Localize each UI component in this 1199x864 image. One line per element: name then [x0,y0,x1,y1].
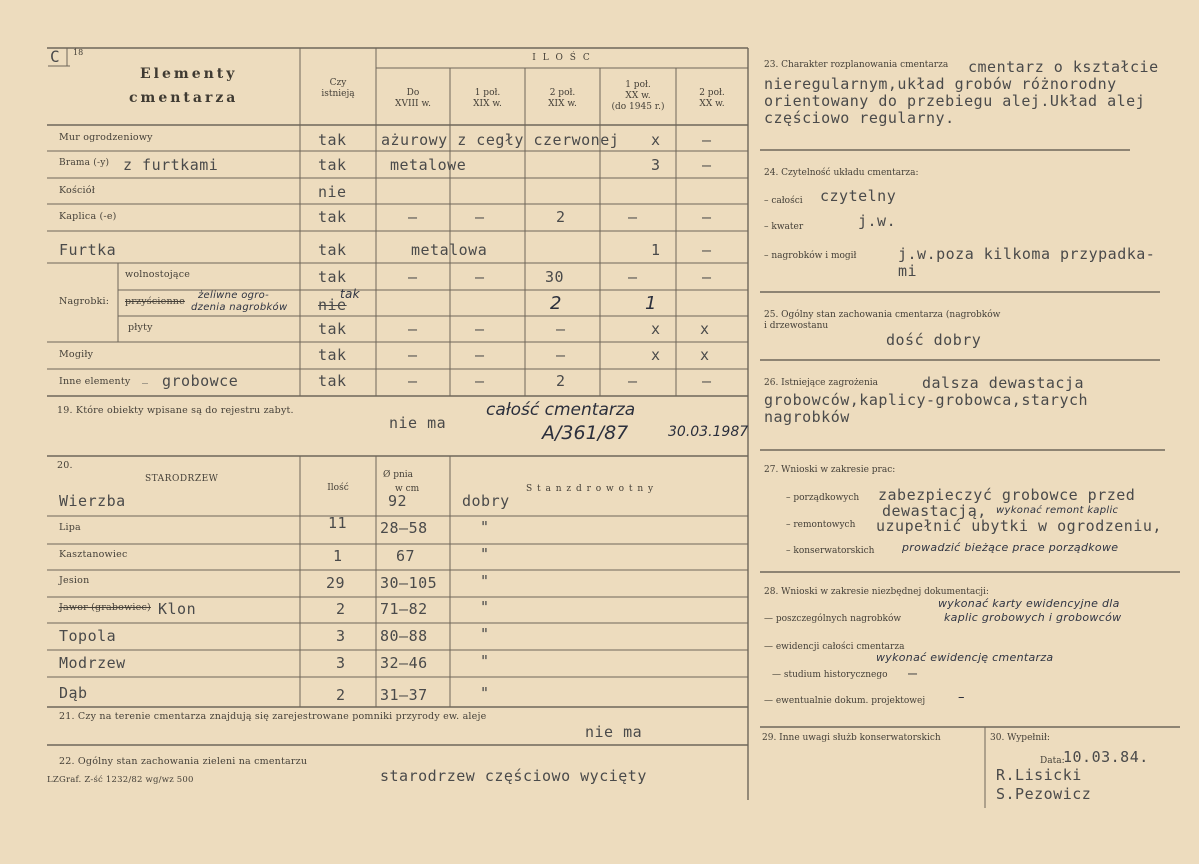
section22-label: 22. Ogólny stan zachowania zieleni na cmentarzu [59,756,308,767]
row-label-plyty: płyty [128,322,153,333]
elements-title-line2: cmentarza [129,90,239,106]
kaplica-period-2: – [475,208,485,226]
section24-calosci-label: – całości [764,196,803,206]
tree-diameter-2: 67 [396,547,416,565]
mur-description: ażurowy z cegły czerwonej [381,131,620,149]
tree-qty-5: 3 [336,627,346,645]
przyscienne-period-3: 2 [550,293,562,314]
brama-period-5: – [702,156,712,174]
period-1-line1: Do [406,88,420,98]
inne-exists: tak [318,372,347,390]
tree-qty-4: 2 [336,600,346,618]
section28-ewentualnie-value: – [958,690,965,705]
period-4-line3: (do 1945 r.) [611,102,665,112]
section26-line2: grobowców,kaplicy-grobowca,starych [764,391,1089,409]
section30-person-2: S.Pezowicz [996,785,1092,803]
section30-person-1: R.Lisicki [996,766,1082,784]
furtka-exists: tak [318,241,347,259]
furtka-period-5: – [702,241,712,259]
section-letter: C [50,47,61,66]
row-label-inne: Inne elementy [59,376,131,387]
mur-exists: tak [318,131,347,149]
kaplica-period-5: – [702,208,712,226]
section27-porzadkowych-value-1: zabezpieczyć grobowce przed [878,486,1136,504]
kosciol-exists: nie [318,183,347,201]
period-2-line2: XIX w. [473,99,502,109]
przyscienne-period-4: 1 [645,293,657,314]
kaplica-exists: tak [318,208,347,226]
section30-label: 30. Wypełnił: [990,733,1050,743]
row-label-mur: Mur ogrodzeniowy [59,132,153,143]
period-4-line2: XX w. [625,91,651,101]
mur-period-4: x [651,131,661,149]
tree-health-2: " [480,545,490,563]
section23-label: 23. Charakter rozplanowania cmentarza [764,60,949,70]
section26-label: 26. Istniejące zagrożenia [764,378,879,388]
wolnostojace-period-1: – [408,268,418,286]
tree-diameter-7: 31–37 [380,686,428,704]
furtka-description: metalowa [411,241,488,259]
section23-line1: cmentarz o kształcie [968,58,1159,76]
section24-kwater-label: – kwater [764,222,804,232]
period-2-line1: 1 poł. [474,88,501,98]
przyscienne-exists-handwritten: tak [340,287,360,301]
section21-value: nie ma [585,723,643,741]
exists-header-1: Czy [329,78,347,88]
tree-name-3: Jesion [59,575,90,586]
tree-diameter-1: 28–58 [380,519,428,537]
section27-remontowych-label: – remontowych [786,520,856,530]
mogily-period-1: – [408,346,418,364]
wolnostojace-period-5: – [702,268,712,286]
tree-health-7: " [480,684,490,702]
page-number: 18 [73,48,84,57]
plyty-period-5: x [700,320,710,338]
section22-value: starodrzew częściowo wycięty [380,767,647,785]
row-label-kosciol: Kościół [59,185,95,196]
section21-label: 21. Czy na terenie cmentarza znajdują się zarejestrowane pomniki przyrody ew. aleje [59,711,487,722]
przyscienne-handwritten-1: żeliwne ogro- [198,290,270,301]
section20-health-header: S t a n z d r o w o t n y [526,484,655,494]
wolnostojace-exists: tak [318,268,347,286]
period-5-line1: 2 poł. [699,88,725,98]
section28-poszczegolnych-label: — poszczególnych nagrobków [764,614,902,624]
mogily-period-4: x [651,346,661,364]
inne-period-3: 2 [556,372,566,390]
plyty-period-3: – [556,320,566,338]
section24-nagrobkow-value-1: j.w.poza kilkoma przypadka- [898,245,1156,263]
inne-value: grobowce [162,372,239,390]
section27-porzadkowych-value-2: dewastacją, [882,502,987,520]
section27-porzadkowych-handwritten: wykonać remont kaplic [996,505,1119,516]
mogily-period-3: – [556,346,566,364]
wolnostojace-period-4: – [628,268,638,286]
tree-struck-4: Jawor (grabowiec) [59,602,151,613]
section29-label: 29. Inne uwagi służb konserwatorskich [762,733,941,743]
tree-name-4: Klon [158,600,197,618]
section26-line3: nagrobków [764,408,850,426]
section19-label: 19. Które obiekty wpisane są do rejestru zabyt. [57,405,294,416]
section24-label: 24. Czytelność układu cmentarza: [764,168,919,178]
section23-line2: nieregularnym,układ grobów różnorodny [764,75,1117,93]
tree-diameter-4: 71–82 [380,600,428,618]
elements-title-line1: Elementy [140,66,238,82]
tree-diameter-5: 80–88 [380,627,428,645]
period-1-line2: XVIII w. [395,99,431,109]
section25-label-1: 25. Ogólny stan zachowania cmentarza (nagrobków [764,310,1001,320]
section27-konserwatorskich-handwritten: prowadzić bieżące prace porządkowe [902,541,1119,554]
tree-qty-7: 2 [336,686,346,704]
wolnostojace-period-3: 30 [545,268,565,286]
section20-qty-header: Ilość [327,483,349,493]
section30-data-label: Data: [1040,756,1065,766]
tree-qty-1: 11 [328,514,348,532]
print-info: LZGraf. Z-ść 1232/82 wg/wz 500 [47,775,194,785]
tree-health-5: " [480,625,490,643]
section26-line1: dalsza dewastacja [922,374,1085,392]
brama-period-4: 3 [651,156,661,174]
tree-name-2: Kasztanowiec [59,549,128,560]
tree-qty-2: 1 [333,547,343,565]
brama-exists: tak [318,156,347,174]
section28-studium-label: — studium historycznego [772,670,888,680]
mogily-period-5: x [700,346,710,364]
section24-nagrobkow-value-2: mi [898,262,918,280]
plyty-period-1: – [408,320,418,338]
wolnostojace-period-2: – [475,268,485,286]
row-label-furtka: Furtka [59,241,117,259]
section24-nagrobkow-label: – nagrobków i mogił [764,251,857,261]
period-4-line1: 1 poł. [625,80,651,90]
section25-label-2: i drzewostanu [764,321,829,331]
section20-diameter-2: w cm [395,484,420,494]
section20-title: STARODRZEW [145,474,219,484]
plyty-period-2: – [475,320,485,338]
tree-name-5: Topola [59,627,117,645]
section23-line3: orientowany do przebiegu alej.Układ alej [764,92,1146,110]
section24-calosci-value: czytelny [820,187,897,205]
mur-period-5: – [702,131,712,149]
inne-period-2: – [475,372,485,390]
row-label-wolnostojace: wolnostojące [125,269,191,280]
inne-period-4: – [628,372,638,390]
tree-health-4: " [480,598,490,616]
plyty-period-4: x [651,320,661,338]
section28-ewidencji-handwritten: wykonać ewidencję cmentarza [876,651,1054,664]
tree-qty-6: 3 [336,654,346,672]
tree-name-6: Modrzew [59,654,126,672]
section19-handwritten-1: całość cmentarza [486,400,636,420]
inne-period-5: – [702,372,712,390]
period-3-line1: 2 poł. [549,88,576,98]
section28-studium-value: – [908,664,918,682]
row-label-nagrobki: Nagrobki: [59,296,110,307]
section20-number: 20. [57,460,73,471]
tree-diameter-6: 32–46 [380,654,428,672]
section24-kwater-value: j.w. [858,212,897,230]
section23-line4: częściowo regularny. [764,109,955,127]
tree-name-0: Wierzba [59,492,126,510]
kaplica-period-4: – [628,208,638,226]
exists-header-2: istnieją [321,89,355,99]
tree-diameter-0: 92 [388,492,408,510]
przyscienne-exists-struck: nie [318,296,347,314]
period-5-line2: XX w. [699,99,725,109]
section28-poszczegolnych-handwritten-2: kaplic grobowych i grobowców [944,611,1122,624]
section27-porzadkowych-label: – porządkowych [786,493,860,503]
tree-health-0: dobry [462,492,510,510]
tree-name-7: Dąb [59,684,88,702]
period-3-line2: XIX w. [548,99,577,109]
section19-handwritten-2: A/361/87 [542,422,629,444]
inne-period-1: – [408,372,418,390]
tree-health-1: " [480,518,490,536]
row-label-kaplica: Kaplica (-e) [59,211,117,222]
mogily-period-2: – [475,346,485,364]
kaplica-period-1: – [408,208,418,226]
tree-health-3: " [480,572,490,590]
przyscienne-handwritten-2: dzenia nagrobków [191,302,288,313]
brama-description: metalowe [390,156,467,174]
furtka-period-4: 1 [651,241,661,259]
tree-qty-3: 29 [326,574,346,592]
mogily-exists: tak [318,346,347,364]
section28-ewidencji-label: — ewidencji całości cmentarza [764,642,905,652]
section25-value: dość dobry [886,331,982,349]
inne-dash: _ [142,370,148,384]
plyty-exists: tak [318,320,347,338]
row-label-mogily: Mogiły [59,349,94,360]
section30-date: 10.03.84. [1063,748,1149,766]
tree-health-6: " [480,652,490,670]
row-label-przyscienne: przyścienne [125,296,185,307]
quantity-header: I L O Ś C [532,53,592,63]
kaplica-period-3: 2 [556,208,566,226]
section27-konserwatorskich-label: – konserwatorskich [786,546,875,556]
section27-label: 27. Wnioski w zakresie prac: [764,465,896,475]
section20-diameter-1: Ø pnia [383,470,414,480]
tree-name-1: Lipa [59,522,81,533]
brama-handwritten: z furtkami [123,156,219,174]
section28-label: 28. Wnioski w zakresie niezbędnej dokumentacji: [764,587,989,597]
tree-diameter-3: 30–105 [380,574,438,592]
row-label-brama: Brama (-y) [59,158,110,168]
section19-value: nie ma [389,414,447,432]
section28-ewentualnie-label: — ewentualnie dokum. projektowej [764,696,926,706]
section27-remontowych-value: uzupełnić ubytki w ogrodzeniu, [876,517,1162,535]
section28-poszczegolnych-handwritten-1: wykonać karty ewidencyjne dla [938,597,1120,610]
section19-handwritten-3: 30.03.1987 [668,424,749,440]
